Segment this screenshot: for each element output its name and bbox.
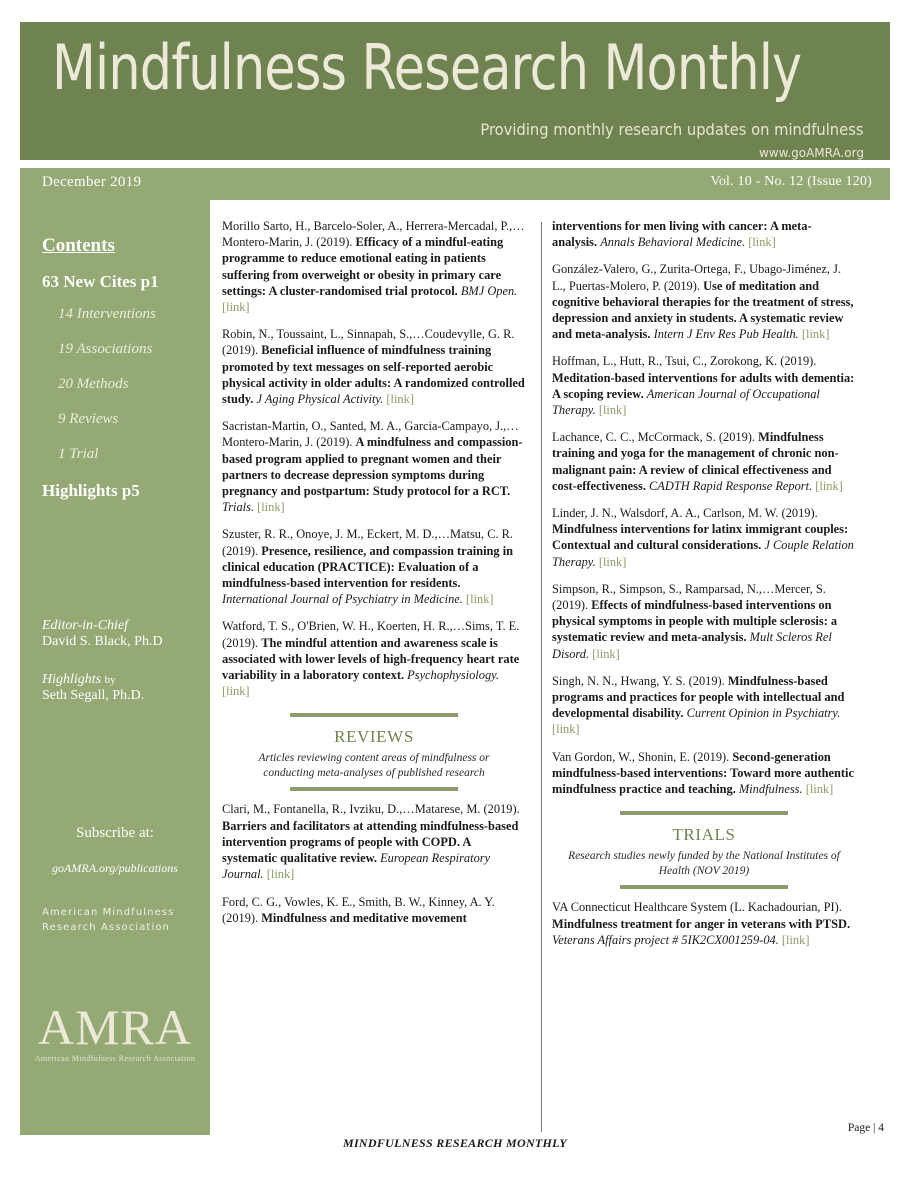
section-description: Research studies newly funded by the National Institutes of Health (NOV 2019) <box>568 850 840 878</box>
subscribe-label: Subscribe at: <box>76 825 154 841</box>
column-right <box>552 218 856 959</box>
citation-list-reviews <box>222 801 526 925</box>
citation-item: Simpson, R., Simpson, S., Ramparsad, N.,…Mercer, S. (2019). Effects of mindfulness-based interventions on physical symptoms in people with multiple sclerosis: a systematic review and meta-analysis. Mult Scleros Rel Disord. [link] <box>552 581 838 661</box>
citation-item: Sacristan-Martin, O., Santed, M. A., Garcia-Campayo, J.,…Montero-Marin, J. (2019). A mindfulness and compassion-based program applied to pregnant women and their partners to decrease depression symptoms during pregnancy and postpartum: Study protocol for a RCT. Trials. [link] <box>222 419 523 515</box>
table-of-contents <box>42 272 208 515</box>
toc-item-highlights[interactable]: Highlights p5 <box>42 481 140 500</box>
column-divider <box>541 222 542 1132</box>
toc-item-trial[interactable]: 1 Trial <box>58 446 99 462</box>
citation-item: Lachance, C. C., McCormack, S. (2019). Mindfulness training and yoga for the management of chronic non-malignant pain: A review of clinical effectiveness and cost-effectiveness. CADTH Rapid Response Report. [link] <box>552 430 843 493</box>
toc-item-associations[interactable]: 19 Associations <box>58 341 153 357</box>
issue-bar <box>20 168 890 200</box>
citation-item: Robin, N., Toussaint, L., Sinnapah, S.,…Coudevylle, G. R. (2019). Beneficial influence of mindfulness training promoted by text messages on self-reported aerobic physical activity in older adults: A randomized controlled study. J Aging Physical Activity. [link] <box>222 327 525 407</box>
toc-item-new-cites[interactable]: 63 New Cites p1 <box>42 272 159 291</box>
citation-item: interventions for men living with cancer: A meta-analysis. Annals Behavioral Medicine. [link] <box>552 219 812 250</box>
toc-item-reviews[interactable]: 9 Reviews <box>58 411 119 427</box>
highlights-author-name: Seth Segall, Ph.D. <box>42 688 145 703</box>
column-left <box>222 218 526 937</box>
amra-logo <box>20 1000 210 1063</box>
amra-logo-subtitle: American Mindfulness Research Association <box>34 1054 196 1063</box>
section-description: Articles reviewing content areas of mindfulness or conducting meta-analyses of published research <box>258 752 490 780</box>
citation-item: Singh, N. N., Hwang, Y. S. (2019). Mindfulness-based programs and practices for people with intellectual and developmental disability. Current Opinion in Psychiatry. [link] <box>552 673 845 737</box>
citation-list-trials <box>552 899 856 948</box>
citation-item: Morillo Sarto, H., Barcelo-Soler, A., Herrera-Mercadal, P.,…Montero-Marin, J. (2019). Efficacy of a mindful-eating programme to reduce emotional eating in patients suffering from overweight or obesity in primary care settings: A cluster-randomised trial protocol. BMJ Open. [link] <box>222 219 525 315</box>
toc-item-methods[interactable]: 20 Methods <box>58 376 129 392</box>
section-header-trials <box>552 811 856 889</box>
section-rule-bottom <box>620 885 788 889</box>
citation-item: González-Valero, G., Zurita-Ortega, F., Ubago-Jiménez, J. L., Puertas-Molero, P. (2019). Use of meditation and cognitive behavioral therapies for the treatment of stress, depression and anxiety in students. A systematic review and meta-analysis. Intern J Env Res Pub Health. [link] <box>552 262 854 342</box>
citation-item: Linder, J. N., Walsdorf, A. A., Carlson, M. W. (2019). Mindfulness interventions for latinx immigrant couples: Contextual and cultural considerations. J Couple Relation Therapy. [link] <box>552 506 854 569</box>
citation-item: Watford, T. S., O'Brien, W. H., Koerten, H. R.,…Sims, T. E. (2019). The mindful attention and awareness scale is associated with lower levels of high-frequency heart rate variability in a laboratory context. Psychophysiology. [link] <box>222 619 520 699</box>
masthead <box>20 22 890 163</box>
editor-block <box>42 618 208 704</box>
citation-item: Van Gordon, W., Shonin, E. (2019). Second-generation mindfulness-based interventions: Toward more authentic mindfulness practice and teaching. Mindfulness. [link] <box>552 749 854 797</box>
masthead-tagline: Providing monthly research updates on mindfulness <box>480 120 864 139</box>
issue-date: December 2019 <box>42 174 142 190</box>
editor-name: David S. Black, Ph.D <box>42 634 163 649</box>
organization-name-line1: American Mindfulness <box>42 907 175 918</box>
sidebar <box>20 200 210 1135</box>
subscribe-url[interactable]: goAMRA.org/publications <box>52 861 178 875</box>
citation-item: Clari, M., Fontanella, R., Ivziku, D.,…Matarese, M. (2019). Barriers and facilitators at attending mindfulness-based intervention programs of people with COPD. A systematic qualitative review. European Respiratory Journal. [link] <box>222 802 520 882</box>
citation-item: Ford, C. G., Vowles, K. E., Smith, B. W., Kinney, A. Y. (2019). Mindfulness and meditative movement <box>222 894 495 925</box>
amra-logo-mark: AMRA <box>37 999 193 1055</box>
section-header-reviews <box>222 713 526 791</box>
citation-item: VA Connecticut Healthcare System (L. Kachadourian, PI). Mindfulness treatment for anger in veterans with PTSD. Veterans Affairs project # 5IK2CX001259-04. [link] <box>552 900 851 947</box>
footer-title: MINDFULNESS RESEARCH MONTHLY <box>342 1136 567 1150</box>
section-rule-top <box>620 811 788 815</box>
organization-name <box>42 905 208 935</box>
citation-list-right <box>552 218 856 797</box>
issue-volume: Vol. 10 - No. 12 (Issue 120) <box>710 174 872 189</box>
section-title: REVIEWS <box>334 727 414 747</box>
section-rule-bottom <box>290 787 458 791</box>
masthead-url[interactable]: www.goAMRA.org <box>758 146 864 160</box>
citation-list-left <box>222 218 526 699</box>
footer-page-number: Page | 4 <box>847 1122 884 1134</box>
organization-name-line2: Research Association <box>42 922 170 933</box>
citation-item: Hoffman, L., Hutt, R., Tsui, C., Zorokong, K. (2019). Meditation-based interventions for adults with dementia: A scoping review. American Journal of Occupational Therapy. [link] <box>552 354 855 418</box>
section-title: TRIALS <box>672 825 736 845</box>
highlights-role-label: Highlights by <box>42 672 116 687</box>
editor-role-label: Editor-in-Chief <box>42 618 129 633</box>
toc-item-interventions[interactable]: 14 Interventions <box>58 306 156 322</box>
section-rule-top <box>290 713 458 717</box>
citation-item: Szuster, R. R., Onoye, J. M., Eckert, M. D.,…Matsu, C. R. (2019). Presence, resilience, and compassion training in clinical education (PRACTICE): Evaluation of a mindfulness-based intervention for residents. International Journal of Psychiatry in Medicine. [link] <box>222 527 514 607</box>
publication-title: Mindfulness Research Monthly <box>52 31 802 104</box>
contents-heading: Contents <box>42 235 115 256</box>
